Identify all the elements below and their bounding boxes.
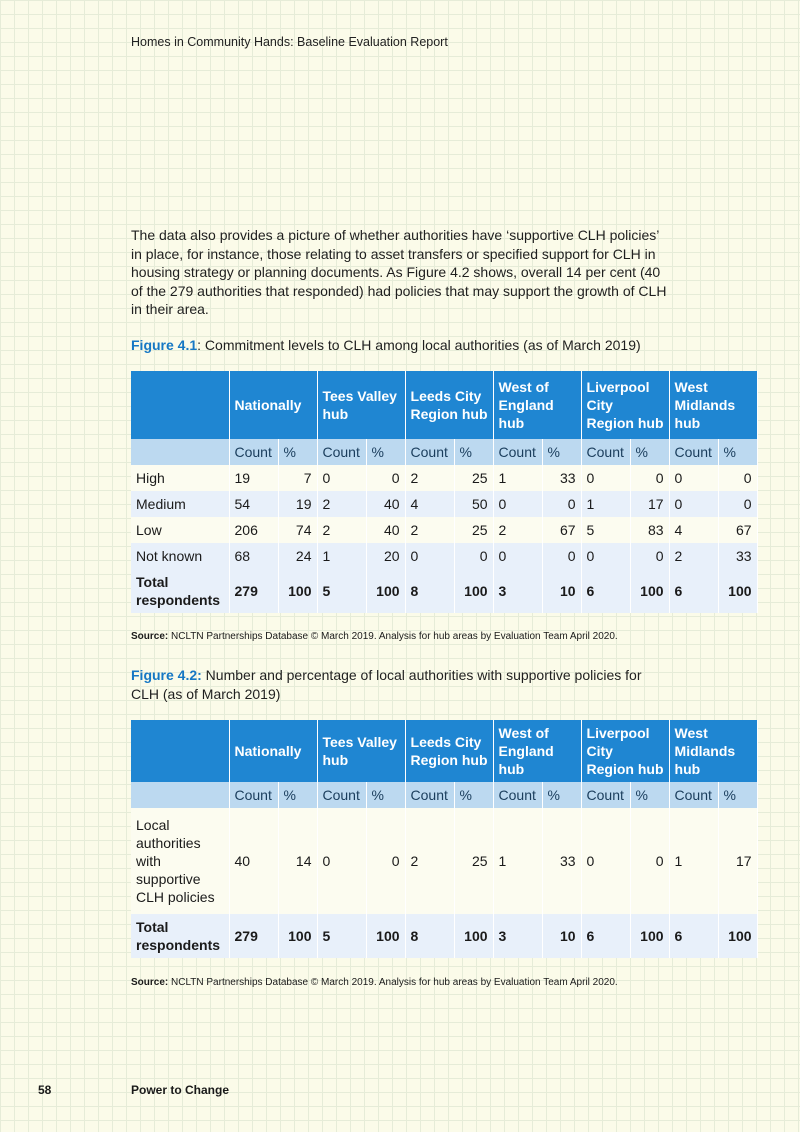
sub-header-pct: % xyxy=(454,439,493,465)
figure-1-title xyxy=(131,336,691,355)
total-count-cell: 8 xyxy=(405,569,454,613)
sub-header-count: Count xyxy=(405,439,454,465)
count-cell: 1 xyxy=(669,808,718,914)
percent-cell: 40 xyxy=(366,491,405,517)
figure-2-label: Figure 4.2: xyxy=(131,667,202,683)
total-percent-cell: 100 xyxy=(278,569,317,613)
table-row xyxy=(131,491,757,517)
sub-header-pct: % xyxy=(366,439,405,465)
sub-header-count: Count xyxy=(317,439,366,465)
count-cell: 0 xyxy=(405,543,454,569)
sub-header-count: Count xyxy=(493,782,542,808)
total-count-cell: 3 xyxy=(493,569,542,613)
count-cell: 1 xyxy=(581,491,630,517)
sub-header-row xyxy=(131,782,757,808)
sub-header-count: Count xyxy=(581,782,630,808)
header-corner xyxy=(131,720,229,782)
count-cell: 0 xyxy=(317,808,366,914)
row-label: Medium xyxy=(131,491,229,517)
percent-cell: 83 xyxy=(630,517,669,543)
percent-cell: 7 xyxy=(278,465,317,491)
sub-header-count: Count xyxy=(581,439,630,465)
sub-header-row xyxy=(131,439,757,465)
header-hub: West Midlands hub xyxy=(669,371,757,439)
percent-cell: 0 xyxy=(366,465,405,491)
figure-1-caption: : Commitment levels to CLH among local authorities (as of March 2019) xyxy=(197,337,641,353)
table-row xyxy=(131,543,757,569)
percent-cell: 67 xyxy=(542,517,581,543)
percent-cell: 74 xyxy=(278,517,317,543)
count-cell: 2 xyxy=(405,808,454,914)
count-cell: 5 xyxy=(581,517,630,543)
percent-cell: 33 xyxy=(542,808,581,914)
total-row xyxy=(131,914,757,958)
row-label: High xyxy=(131,465,229,491)
percent-cell: 0 xyxy=(454,543,493,569)
total-label: Total respondents xyxy=(131,914,229,958)
total-row xyxy=(131,569,757,613)
total-label: Total respondents xyxy=(131,569,229,613)
percent-cell: 24 xyxy=(278,543,317,569)
count-cell: 4 xyxy=(669,517,718,543)
header-hub: Liverpool City Region hub xyxy=(581,371,669,439)
percent-cell: 19 xyxy=(278,491,317,517)
total-percent-cell: 100 xyxy=(366,914,405,958)
sub-header-count: Count xyxy=(229,439,278,465)
percent-cell: 0 xyxy=(366,808,405,914)
count-cell: 0 xyxy=(317,465,366,491)
count-cell: 54 xyxy=(229,491,278,517)
figure-1-table xyxy=(131,371,758,613)
total-count-cell: 8 xyxy=(405,914,454,958)
figure-1-source xyxy=(131,631,618,642)
sub-header-count: Count xyxy=(405,782,454,808)
count-cell: 68 xyxy=(229,543,278,569)
figure-2-title xyxy=(131,666,671,703)
total-count-cell: 5 xyxy=(317,914,366,958)
percent-cell: 0 xyxy=(542,543,581,569)
total-percent-cell: 100 xyxy=(278,914,317,958)
sub-header-pct: % xyxy=(366,782,405,808)
total-count-cell: 6 xyxy=(669,914,718,958)
total-count-cell: 3 xyxy=(493,914,542,958)
percent-cell: 17 xyxy=(630,491,669,517)
count-cell: 0 xyxy=(581,465,630,491)
count-cell: 2 xyxy=(317,491,366,517)
count-cell: 206 xyxy=(229,517,278,543)
total-count-cell: 279 xyxy=(229,914,278,958)
table-row xyxy=(131,517,757,543)
intro-paragraph: The data also provides a picture of whether authorities have ‘supportive CLH policies’ in place, for instance, those relating to asset transfers or specified support for CLH in housing strategy or planning documents. As Figure 4.2 shows, overall 14 per cent (40 of the 279 authorities that responded) had policies that may support the growth of CLH in their area. xyxy=(131,227,667,317)
count-cell: 1 xyxy=(493,465,542,491)
count-cell: 2 xyxy=(317,517,366,543)
figure-2-table xyxy=(131,720,758,958)
count-cell: 0 xyxy=(493,491,542,517)
count-cell: 2 xyxy=(669,543,718,569)
count-cell: 2 xyxy=(405,517,454,543)
header-hub: Liverpool City Region hub xyxy=(581,720,669,782)
sub-header-blank xyxy=(131,439,229,465)
percent-cell: 40 xyxy=(366,517,405,543)
percent-cell: 20 xyxy=(366,543,405,569)
percent-cell: 25 xyxy=(454,465,493,491)
header-hub: West of England hub xyxy=(493,371,581,439)
sub-header-count: Count xyxy=(317,782,366,808)
count-cell: 0 xyxy=(581,808,630,914)
table-row xyxy=(131,465,757,491)
percent-cell: 0 xyxy=(630,808,669,914)
header-hub: West Midlands hub xyxy=(669,720,757,782)
percent-cell: 33 xyxy=(542,465,581,491)
sub-header-pct: % xyxy=(278,439,317,465)
sub-header-pct: % xyxy=(630,439,669,465)
percent-cell: 0 xyxy=(718,465,757,491)
sub-header-count: Count xyxy=(493,439,542,465)
total-count-cell: 279 xyxy=(229,569,278,613)
count-cell: 19 xyxy=(229,465,278,491)
sub-header-pct: % xyxy=(718,439,757,465)
percent-cell: 0 xyxy=(542,491,581,517)
sub-header-pct: % xyxy=(718,782,757,808)
total-count-cell: 5 xyxy=(317,569,366,613)
sub-header-count: Count xyxy=(229,782,278,808)
sub-header-pct: % xyxy=(454,782,493,808)
header-hub: Tees Valley hub xyxy=(317,371,405,439)
sub-header-count: Count xyxy=(669,439,718,465)
count-cell: 1 xyxy=(317,543,366,569)
count-cell: 0 xyxy=(669,465,718,491)
percent-cell: 17 xyxy=(718,808,757,914)
count-cell: 1 xyxy=(493,808,542,914)
sub-header-pct: % xyxy=(278,782,317,808)
percent-cell: 14 xyxy=(278,808,317,914)
total-count-cell: 6 xyxy=(581,569,630,613)
sub-header-count: Count xyxy=(669,782,718,808)
source-text: NCLTN Partnerships Database © March 2019. Analysis for hub areas by Evaluation Team April 2020. xyxy=(168,631,618,642)
header-hub: West of England hub xyxy=(493,720,581,782)
row-label: Low xyxy=(131,517,229,543)
total-percent-cell: 100 xyxy=(630,914,669,958)
count-cell: 0 xyxy=(493,543,542,569)
percent-cell: 0 xyxy=(630,465,669,491)
figure-1-label: Figure 4.1 xyxy=(131,337,198,353)
total-count-cell: 6 xyxy=(581,914,630,958)
total-percent-cell: 100 xyxy=(630,569,669,613)
total-percent-cell: 100 xyxy=(718,914,757,958)
sub-header-pct: % xyxy=(630,782,669,808)
percent-cell: 67 xyxy=(718,517,757,543)
total-percent-cell: 100 xyxy=(454,569,493,613)
total-percent-cell: 100 xyxy=(366,569,405,613)
header-hub: Leeds City Region hub xyxy=(405,720,493,782)
count-cell: 2 xyxy=(405,465,454,491)
count-cell: 0 xyxy=(581,543,630,569)
footer-brand: Power to Change xyxy=(131,1083,230,1097)
figure-2-source xyxy=(131,977,618,988)
count-cell: 2 xyxy=(493,517,542,543)
header-hub: Tees Valley hub xyxy=(317,720,405,782)
sub-header-blank xyxy=(131,782,229,808)
sub-header-pct: % xyxy=(542,782,581,808)
source-label: Source: xyxy=(131,631,169,642)
percent-cell: 0 xyxy=(718,491,757,517)
percent-cell: 25 xyxy=(454,808,493,914)
figure-2-caption: Number and percentage of local authorities with supportive policies for CLH (as of March 2019) xyxy=(131,667,642,702)
total-percent-cell: 100 xyxy=(454,914,493,958)
header-hub: Nationally xyxy=(229,371,317,439)
percent-cell: 33 xyxy=(718,543,757,569)
sub-header-pct: % xyxy=(542,439,581,465)
count-cell: 40 xyxy=(229,808,278,914)
header-corner xyxy=(131,371,229,439)
percent-cell: 0 xyxy=(630,543,669,569)
total-count-cell: 6 xyxy=(669,569,718,613)
count-cell: 0 xyxy=(669,491,718,517)
running-header: Homes in Community Hands: Baseline Evaluation Report xyxy=(131,35,448,49)
source-label: Source: xyxy=(131,977,169,988)
source-text: NCLTN Partnerships Database © March 2019. Analysis for hub areas by Evaluation Team April 2020. xyxy=(168,977,618,988)
percent-cell: 50 xyxy=(454,491,493,517)
header-hub: Leeds City Region hub xyxy=(405,371,493,439)
header-hub: Nationally xyxy=(229,720,317,782)
total-percent-cell: 100 xyxy=(718,569,757,613)
total-percent-cell: 10 xyxy=(542,569,581,613)
percent-cell: 25 xyxy=(454,517,493,543)
row-label: Local authorities with supportive CLH policies xyxy=(131,808,229,914)
table-row xyxy=(131,808,757,914)
total-percent-cell: 10 xyxy=(542,914,581,958)
row-label: Not known xyxy=(131,543,229,569)
page-number: 58 xyxy=(38,1083,52,1097)
count-cell: 4 xyxy=(405,491,454,517)
